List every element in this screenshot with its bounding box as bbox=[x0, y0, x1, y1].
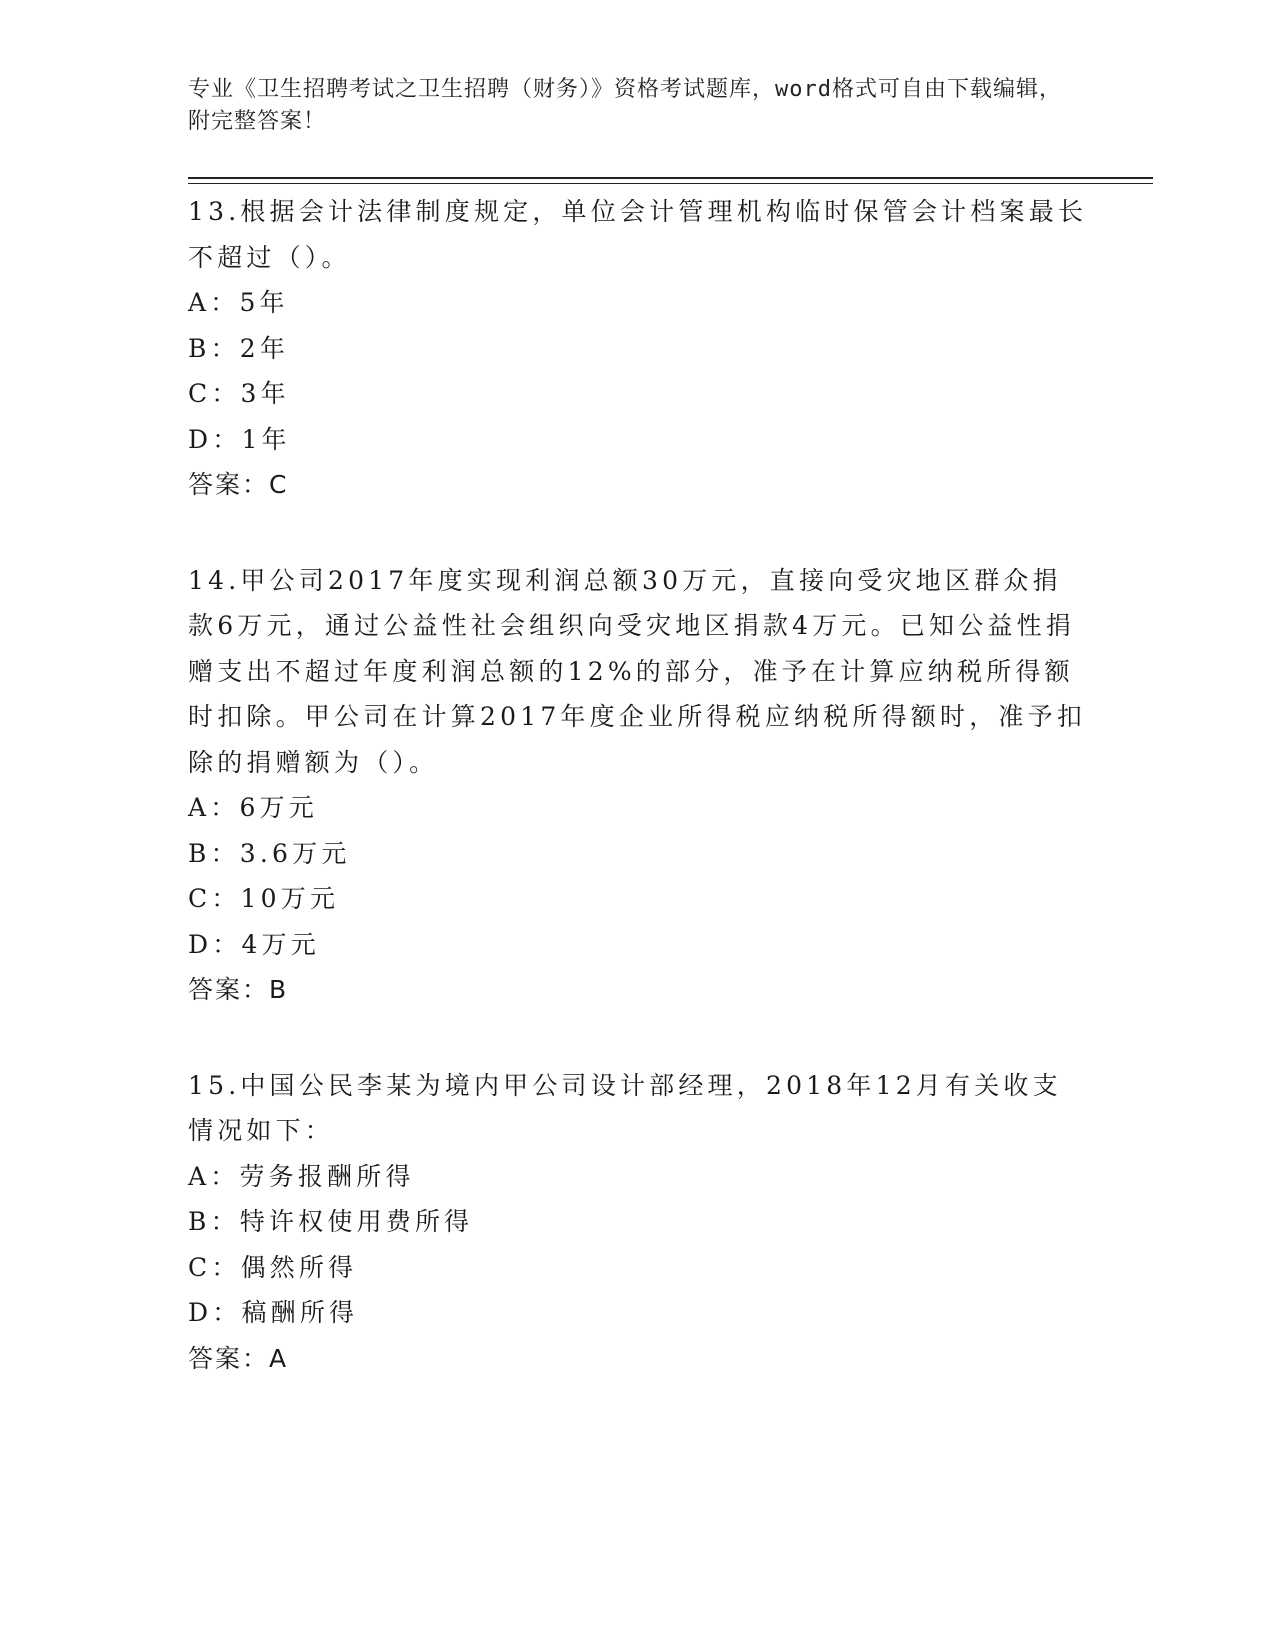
option-c: C：3年 bbox=[188, 379, 290, 408]
question-15 bbox=[188, 1063, 1088, 1382]
option-d: D：稿酬所得 bbox=[188, 1298, 359, 1327]
option-d: D：4万元 bbox=[188, 929, 320, 959]
option-a: A：6万元 bbox=[188, 793, 318, 822]
question-13 bbox=[188, 189, 1088, 508]
option-b: B：特许权使用费所得 bbox=[188, 1207, 474, 1236]
option-d: D：1年 bbox=[188, 424, 291, 454]
option-b: B：2年 bbox=[188, 333, 290, 363]
answer-line: 答案：A bbox=[188, 1343, 289, 1373]
header-divider-thin bbox=[188, 183, 1153, 184]
option-b: B：3.6万元 bbox=[188, 838, 351, 868]
option-c: C：10万元 bbox=[188, 884, 340, 913]
option-c: C：偶然所得 bbox=[188, 1252, 358, 1282]
question-stem: 13.根据会计法律制度规定，单位会计管理机构临时保管会计档案最长不超过（）。 bbox=[188, 197, 1088, 272]
option-a: A：5年 bbox=[188, 288, 289, 317]
question-stem: 15.中国公民李某为境内甲公司设计部经理，2018年12月有关收支情况如下： bbox=[188, 1070, 1062, 1145]
answer-line: 答案：B bbox=[188, 975, 289, 1004]
question-stem: 14.甲公司2017年度实现利润总额30万元，直接向受灾地区群众捐款6万元，通过公益性社会组织向受灾地区捐款4万元。已知公益性捐赠支出不超过年度利润总额的12%的部分，准予在计算应纳税所得额时扣除。甲公司在计算2017年度企业所得税应纳税所得额时，准予扣除的捐赠额为（）。 bbox=[188, 565, 1087, 777]
document-header-text: 专业《卫生招聘考试之卫生招聘（财务）》资格考试题库，word格式可自由下载编辑，附完整答案！ bbox=[188, 77, 1062, 134]
question-14 bbox=[188, 558, 1088, 1013]
answer-line: 答案：C bbox=[188, 470, 289, 499]
option-a: A：劳务报酬所得 bbox=[188, 1161, 415, 1191]
header-divider-thick bbox=[188, 177, 1153, 179]
question-list bbox=[188, 189, 1088, 1431]
